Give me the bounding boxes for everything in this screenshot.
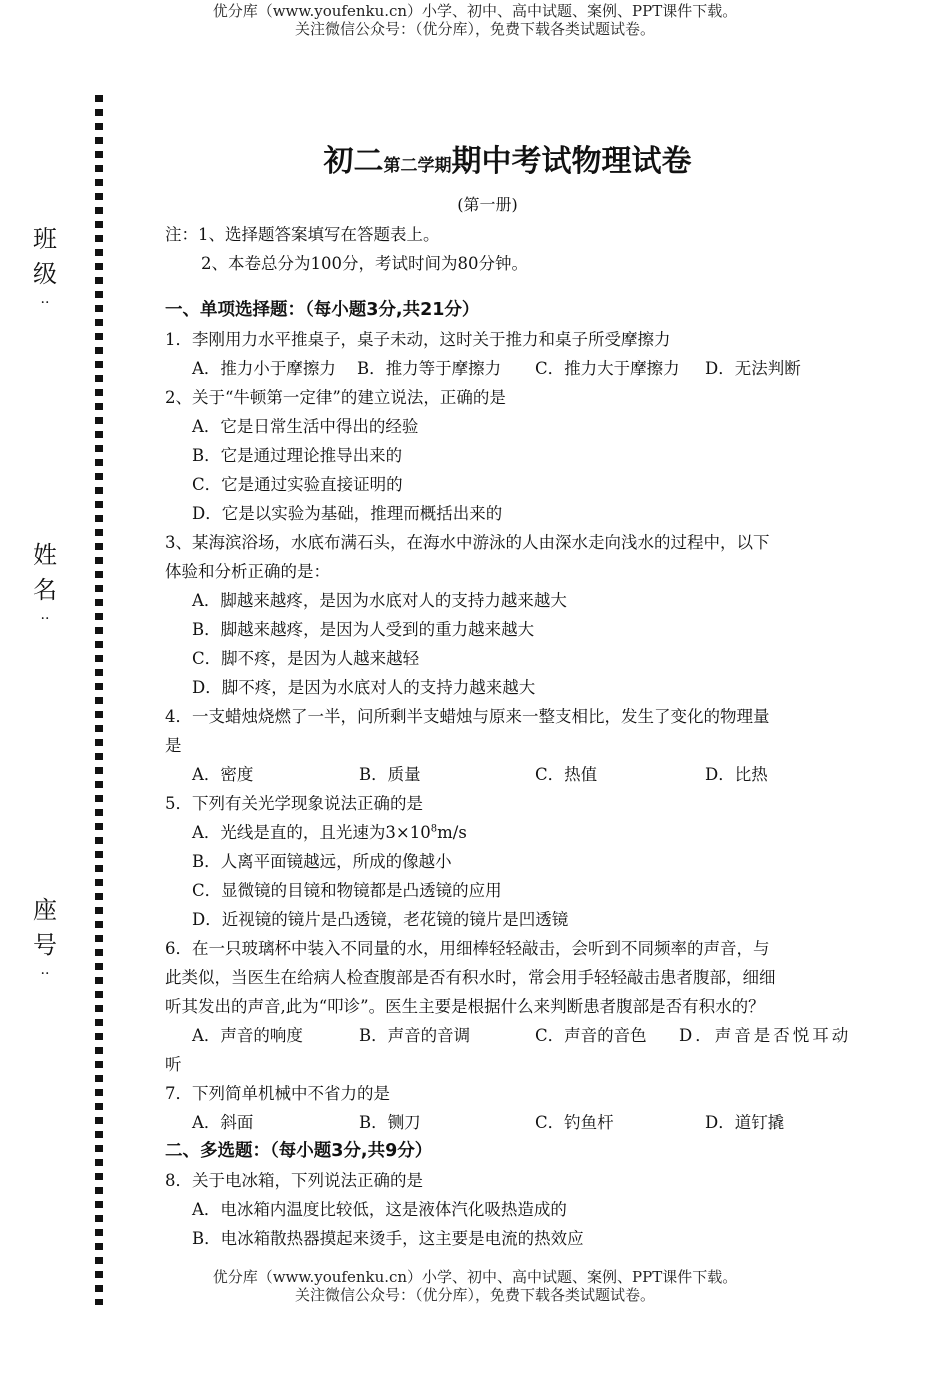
q3-option-b: B．脚越来越疼，是因为人受到的重力越来越大 bbox=[192, 620, 535, 639]
q3-option-c: C．脚不疼，是因为人越来越轻 bbox=[192, 649, 420, 668]
q1-options bbox=[165, 354, 855, 383]
q4-option-b: B．质量 bbox=[359, 765, 421, 784]
q1-option-b: B．推力等于摩擦力 bbox=[357, 359, 502, 378]
q6-stem-2: 此类似，当医生在给病人检查腹部是否有积水时，常会用手轻轻敲击患者腹部，细细 bbox=[165, 968, 776, 987]
q6-option-b: B．声音的音调 bbox=[359, 1026, 471, 1045]
q8-option-a: A．电冰箱内温度比较低，这是液体汽化吸热造成的 bbox=[192, 1200, 567, 1219]
q5-stem: 5．下列有关光学现象说法正确的是 bbox=[165, 794, 423, 813]
q5-option-a: A．光线是直的，且光速为$3\times 10^8m/s$ bbox=[192, 823, 467, 842]
q7-stem: 7．下列简单机械中不省力的是 bbox=[165, 1084, 390, 1103]
header-line-1: 优分库（www.youfenku.cn）小学、初中、高中试题、案例、PPT课件下载。 bbox=[212, 2, 738, 20]
volume-subtitle: (第一册) bbox=[457, 195, 518, 214]
section-1-heading: 一、单项选择题：（每小题3分,共21分） bbox=[165, 300, 480, 320]
q4-option-d: D．比热 bbox=[705, 765, 768, 784]
header-line-2: 关注微信公众号：（优分库），免费下载各类试题试卷。 bbox=[294, 20, 655, 38]
note-1: 注：1、选择题答案填写在答题表上。 bbox=[165, 225, 440, 244]
q2-option-c: C．它是通过实验直接证明的 bbox=[192, 475, 403, 494]
q8-stem: 8．关于电冰箱，下列说法正确的是 bbox=[165, 1171, 423, 1190]
page-footer bbox=[0, 1268, 950, 1304]
q1-option-c: C．推力大于摩擦力 bbox=[535, 359, 680, 378]
binding-dotted-line bbox=[95, 95, 103, 1305]
q7-option-b: B．铡刀 bbox=[359, 1113, 421, 1132]
q4-option-a: A．密度 bbox=[192, 765, 254, 784]
seat-label: 座 号 .. bbox=[33, 896, 57, 978]
q6-stem-3: 听其发出的声音,此为“叩诊”。医生主要是根据什么来判断患者腹部是否有积水的？ bbox=[165, 997, 765, 1016]
q8-option-b: B．电冰箱散热器摸起来烫手，这主要是电流的热效应 bbox=[192, 1229, 584, 1248]
q3-stem-2: 体验和分析正确的是： bbox=[165, 562, 330, 581]
exam-content bbox=[165, 220, 855, 1253]
name-label: 姓 名 .. bbox=[33, 541, 57, 623]
q7-option-a: A．斜面 bbox=[192, 1113, 254, 1132]
q5-option-c: C．显微镜的目镜和物镜都是凸透镜的应用 bbox=[192, 881, 502, 900]
q6-options bbox=[165, 1021, 855, 1050]
q3-option-a: A．脚越来越疼，是因为水底对人的支持力越来越大 bbox=[192, 591, 567, 610]
q4-stem-1: 4．一支蜡烛烧燃了一半，问所剩半支蜡烛与原来一整支相比，发生了变化的物理量 bbox=[165, 707, 770, 726]
q7-options bbox=[165, 1108, 855, 1137]
q3-option-d: D．脚不疼，是因为水底对人的支持力越来越大 bbox=[192, 678, 536, 697]
q6-option-d: D．声音是否悦耳动 bbox=[679, 1026, 852, 1045]
q7-option-d: D．道钉撬 bbox=[705, 1113, 785, 1132]
page-header bbox=[0, 2, 950, 38]
q2-option-b: B．它是通过理论推导出来的 bbox=[192, 446, 403, 465]
q1-option-a: A．推力小于摩擦力 bbox=[192, 359, 336, 378]
q2-option-d: D．它是以实验为基础，推理而概括出来的 bbox=[192, 504, 503, 523]
footer-line-2: 关注微信公众号：（优分库），免费下载各类试题试卷。 bbox=[294, 1286, 655, 1304]
q2-option-a: A．它是日常生活中得出的经验 bbox=[192, 417, 419, 436]
q2-stem: 2、关于“牛顿第一定律”的建立说法，正确的是 bbox=[165, 388, 506, 407]
q3-stem-1: 3、某海滨浴场，水底布满石头，在海水中游泳的人由深水走向浅水的过程中，以下 bbox=[165, 533, 770, 552]
footer-line-1: 优分库（www.youfenku.cn）小学、初中、高中试题、案例、PPT课件下载。 bbox=[212, 1268, 738, 1286]
class-label: 班 级 .. bbox=[33, 225, 57, 307]
q6-stem-1: 6．在一只玻璃杯中装入不同量的水，用细棒轻轻敲击，会听到不同频率的声音，与 bbox=[165, 939, 770, 958]
q5-option-d: D．近视镜的镜片是凸透镜，老花镜的镜片是凹透镜 bbox=[192, 910, 569, 929]
note-2: 2、本卷总分为100分，考试时间为80分钟。 bbox=[201, 254, 528, 273]
q4-option-c: C．热值 bbox=[535, 765, 598, 784]
q6-option-c: C．声音的音色 bbox=[535, 1026, 647, 1045]
q4-stem-2: 是 bbox=[165, 736, 182, 755]
q7-option-c: C．钓鱼杆 bbox=[535, 1113, 614, 1132]
q1-stem: 1．李刚用力水平推桌子，桌子未动，这时关于推力和桌子所受摩擦力 bbox=[165, 330, 671, 349]
q1-option-d: D．无法判断 bbox=[705, 359, 801, 378]
q6-option-a: A．声音的响度 bbox=[192, 1026, 303, 1045]
section-2-heading: 二、多选题：（每小题3分,共9分） bbox=[165, 1141, 433, 1161]
page-title: 初二第二学期期中考试物理试卷 bbox=[323, 144, 692, 179]
q5-option-b: B．人离平面镜越远，所成的像越小 bbox=[192, 852, 452, 871]
q4-options bbox=[165, 760, 855, 789]
q6-option-d-continued: 听 bbox=[165, 1055, 182, 1074]
